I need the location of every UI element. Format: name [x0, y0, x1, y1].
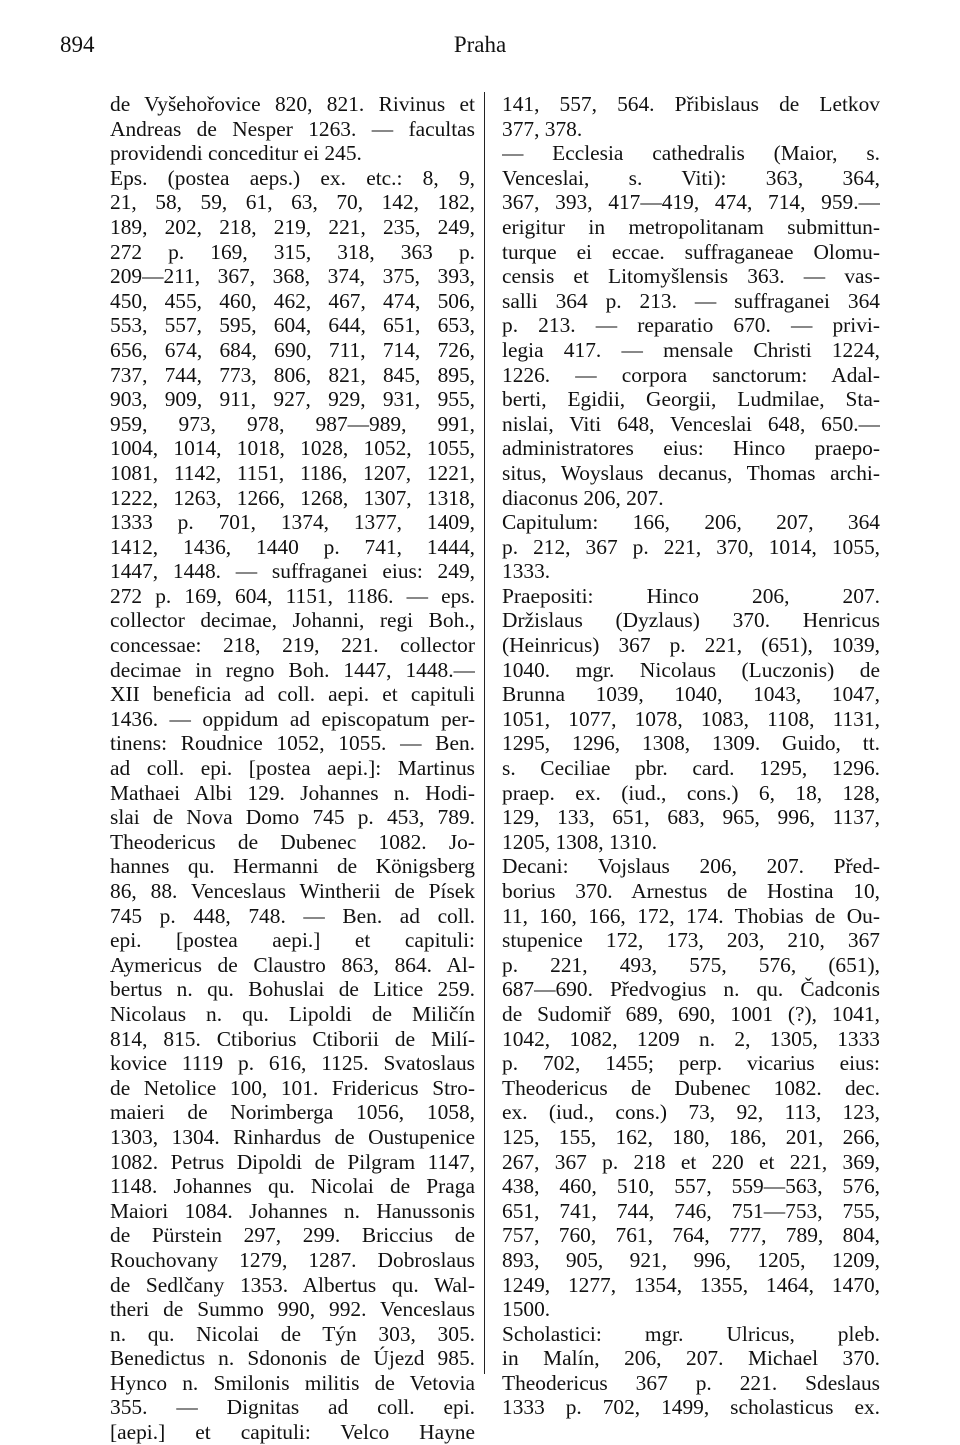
text-line: 1303, 1304. Rinhardus de Oustupenice [110, 1124, 475, 1149]
text-line: 272 p. 169, 315, 318, 363 p. [110, 239, 475, 264]
text-line: epi. [postea aepi.] et capituli: [110, 928, 475, 953]
text-line: situs, Woyslaus decanus, Thomas archi- [502, 460, 880, 485]
text-line: 1040. mgr. Nicolaus (Luczonis) de [502, 657, 880, 682]
text-line: Držislaus (Dyzlaus) 370. Henricus [502, 608, 880, 633]
text-line: 367, 393, 417—419, 474, 714, 959.— [502, 190, 880, 215]
text-line: erigitur in metropolitanam submittun- [502, 214, 880, 239]
column-divider [484, 92, 485, 1374]
text-line: providendi conceditur ei 245. [110, 141, 362, 166]
text-line: 189, 202, 218, 219, 221, 235, 249, [110, 214, 475, 239]
text-line: decimae in regno Boh. 1447, 1448.— [110, 657, 475, 682]
text-line: 737, 744, 773, 806, 821, 845, 895, [110, 362, 475, 387]
text-line: Rouchovany 1279, 1287. Dobroslaus [110, 1247, 475, 1272]
text-line: maieri de Norimberga 1056, 1058, [110, 1100, 475, 1125]
text-line: 1412, 1436, 1440 p. 741, 1444, [110, 534, 475, 559]
text-line: 377, 378. [502, 116, 583, 141]
text-line: 11, 160, 166, 172, 174. Thobias de Ou- [502, 903, 880, 928]
text-line: Maiori 1084. Johannes n. Hanussonis [110, 1198, 475, 1223]
text-line: de Vyšehořovice 820, 821. Rivinus et [110, 92, 475, 116]
text-line: 355. — Dignitas ad coll. epi. [110, 1395, 475, 1420]
text-line: 1004, 1014, 1018, 1028, 1052, 1055, [110, 436, 475, 461]
text-line: ex. (iud., cons.) 73, 92, 113, 123, [502, 1100, 880, 1125]
text-line: Theodericus 367 p. 221. Sdeslaus [502, 1370, 880, 1395]
text-line: Mathaei Albi 129. Johannes n. Hodi- [110, 780, 475, 805]
text-line: 757, 760, 761, 764, 777, 789, 804, [502, 1223, 880, 1248]
text-line: 1042, 1082, 1209 n. 2, 1305, 1333 [502, 1026, 880, 1051]
text-line: collector decimae, Johanni, regi Boh., [110, 608, 475, 633]
text-line: 687—690. Předvogius n. qu. Čadconis [502, 977, 880, 1002]
text-line: de Pürstein 297, 299. Briccius de [110, 1223, 475, 1248]
text-line: salli 364 p. 213. — suffraganei 364 [502, 288, 880, 313]
text-line: 1333. [502, 559, 551, 584]
text-line: 1333 p. 702, 1499, scholasticus ex. [502, 1395, 880, 1420]
text-line: 125, 155, 162, 180, 186, 201, 266, [502, 1124, 880, 1149]
text-line: tinens: Roudnice 1052, 1055. — Ben. [110, 731, 475, 756]
text-line: p. 213. — reparatio 670. — privi- [502, 313, 880, 338]
text-line: theri de Summo 990, 992. Venceslaus [110, 1297, 475, 1322]
text-line: Theodericus de Dubenec 1082. Jo- [110, 829, 475, 854]
text-line: de Sudomiř 689, 690, 1001 (?), 1041, [502, 1001, 880, 1026]
text-line: p. 221, 493, 575, 576, (651), [502, 952, 880, 977]
text-line: 267, 367 p. 218 et 220 et 221, 369, [502, 1149, 880, 1174]
text-line: p. 212, 367 p. 221, 370, 1014, 1055, [502, 534, 880, 559]
text-line: n. qu. Nicolai de Týn 303, 305. [110, 1321, 475, 1346]
page-number: 894 [60, 32, 95, 57]
text-line: 1333 p. 701, 1374, 1377, 1409, [110, 510, 475, 535]
text-line: 1205, 1308, 1310. [502, 829, 658, 854]
text-line: bertus n. qu. Bohuslai de Litice 259. [110, 977, 475, 1002]
text-line: legia 417. — mensale Christi 1224, [502, 337, 880, 362]
text-line: 209—211, 367, 368, 374, 375, 393, [110, 264, 475, 289]
text-line: 1222, 1263, 1266, 1268, 1307, 1318, [110, 485, 475, 510]
text-line: 1051, 1077, 1078, 1083, 1108, 1131, [502, 706, 880, 731]
text-line: 1082. Petrus Dipoldi de Pilgram 1147, [110, 1149, 475, 1174]
text-line: Venceslai, s. Viti): 363, 364, [502, 165, 880, 190]
text-line: 553, 557, 595, 604, 644, 651, 653, [110, 313, 475, 338]
text-line: 1081, 1142, 1151, 1186, 1207, 1221, [110, 460, 475, 485]
text-line: berti, Egidii, Georgii, Ludmilae, Sta- [502, 387, 880, 412]
text-line: nislai, Viti 648, Venceslai 648, 650.— [502, 411, 880, 436]
text-line: 141, 557, 564. Přibislaus de Letkov [502, 92, 880, 116]
text-line: 1436. — oppidum ad episcopatum per- [110, 706, 475, 731]
text-line: 814, 815. Ctiborius Ctiborii de Milí- [110, 1026, 475, 1051]
text-line: Brunna 1039, 1040, 1043, 1047, [502, 682, 880, 707]
text-line: borius 370. Arnestus de Hostina 10, [502, 879, 880, 903]
text-line: in Malín, 206, 207. Michael 370. [502, 1346, 880, 1371]
text-line: 1295, 1296, 1308, 1309. Guido, tt. [502, 731, 880, 756]
running-head: Praha [453, 32, 507, 57]
text-line: Aymericus de Claustro 863, 864. Al- [110, 952, 475, 977]
text-line: diaconus 206, 207. [502, 485, 664, 510]
text-line: ad coll. epi. [postea aepi.]: Martinus [110, 756, 475, 781]
left-column [110, 92, 475, 1445]
text-line: 129, 133, 651, 683, 965, 996, 1137, [502, 805, 880, 830]
text-line: de Netolice 100, 101. Fridericus Stro- [110, 1075, 475, 1100]
text-line: administratores eius: Hinco praepo- [502, 436, 880, 461]
text-line: 438, 460, 510, 557, 559—563, 576, [502, 1174, 880, 1199]
text-line: turque ei eccae. suffraganeae Olomu- [502, 239, 880, 264]
text-line: 959, 973, 978, 987—989, 991, [110, 411, 475, 436]
text-line: 1500. [502, 1297, 551, 1322]
text-line: [aepi.] et capituli: Velco Hayne [110, 1420, 475, 1445]
text-line: Theodericus de Dubenec 1082. dec. [502, 1075, 880, 1100]
text-line: 1226. — corpora sanctorum: Adal- [502, 362, 880, 387]
text-line: hannes qu. Hermanni de Königsberg [110, 854, 475, 879]
text-line: concessae: 218, 219, 221. collector [110, 633, 475, 658]
text-line: 21, 58, 59, 61, 63, 70, 142, 182, [110, 190, 475, 215]
text-line: s. Ceciliae pbr. card. 1295, 1296. [502, 756, 880, 781]
text-line: 1447, 1448. — suffraganei eius: 249, [110, 559, 475, 584]
text-line: XII beneficia ad coll. aepi. et capituli [110, 682, 475, 707]
text-line: 893, 905, 921, 996, 1205, 1209, [502, 1247, 880, 1272]
text-line: censis et Litomyšlensis 363. — vas- [502, 264, 880, 289]
text-line: Hynco n. Smilonis militis de Vetovia [110, 1370, 475, 1395]
text-line: 1249, 1277, 1354, 1355, 1464, 1470, [502, 1272, 880, 1297]
text-line: 903, 909, 911, 927, 929, 931, 955, [110, 387, 475, 412]
text-line: — Ecclesia cathedralis (Maior, s. [502, 141, 880, 166]
text-line: slai de Nova Domo 745 p. 453, 789. [110, 805, 475, 830]
text-line: Praepositi: Hinco 206, 207. [502, 583, 880, 608]
text-line: p. 702, 1455; perp. vicarius eius: [502, 1051, 880, 1076]
text-line: Decani: Vojslaus 206, 207. Před- [502, 854, 880, 879]
text-line: Scholastici: mgr. Ulricus, pleb. [502, 1321, 880, 1346]
text-line: 86, 88. Venceslaus Wintherii de Písek [110, 879, 475, 903]
text-line: 745 p. 448, 748. — Ben. ad coll. [110, 903, 475, 928]
text-line: stupenice 172, 173, 203, 210, 367 [502, 928, 880, 953]
text-line: 651, 741, 744, 746, 751—753, 755, [502, 1198, 880, 1223]
text-line: 656, 674, 684, 690, 711, 714, 726, [110, 337, 475, 362]
text-line: (Heinricus) 367 p. 221, (651), 1039, [502, 633, 880, 658]
text-line: de Sedlčany 1353. Albertus qu. Wal- [110, 1272, 475, 1297]
text-line: Benedictus n. Sdononis de Újezd 985. [110, 1346, 475, 1371]
text-line: Eps. (postea aeps.) ex. etc.: 8, 9, [110, 165, 475, 190]
text-line: 450, 455, 460, 462, 467, 474, 506, [110, 288, 475, 313]
text-line: Nicolaus n. qu. Lipoldi de Miličín [110, 1001, 475, 1026]
text-line: 1148. Johannes qu. Nicolai de Praga [110, 1174, 475, 1199]
text-line: 272 p. 169, 604, 1151, 1186. — eps. [110, 583, 475, 608]
text-line: Andreas de Nesper 1263. — facultas [110, 116, 475, 141]
text-line: Capitulum: 166, 206, 207, 364 [502, 510, 880, 535]
right-column [502, 92, 880, 1420]
text-line: kovice 1119 p. 616, 1125. Svatoslaus [110, 1051, 475, 1076]
text-line: praep. ex. (iud., cons.) 6, 18, 128, [502, 780, 880, 805]
